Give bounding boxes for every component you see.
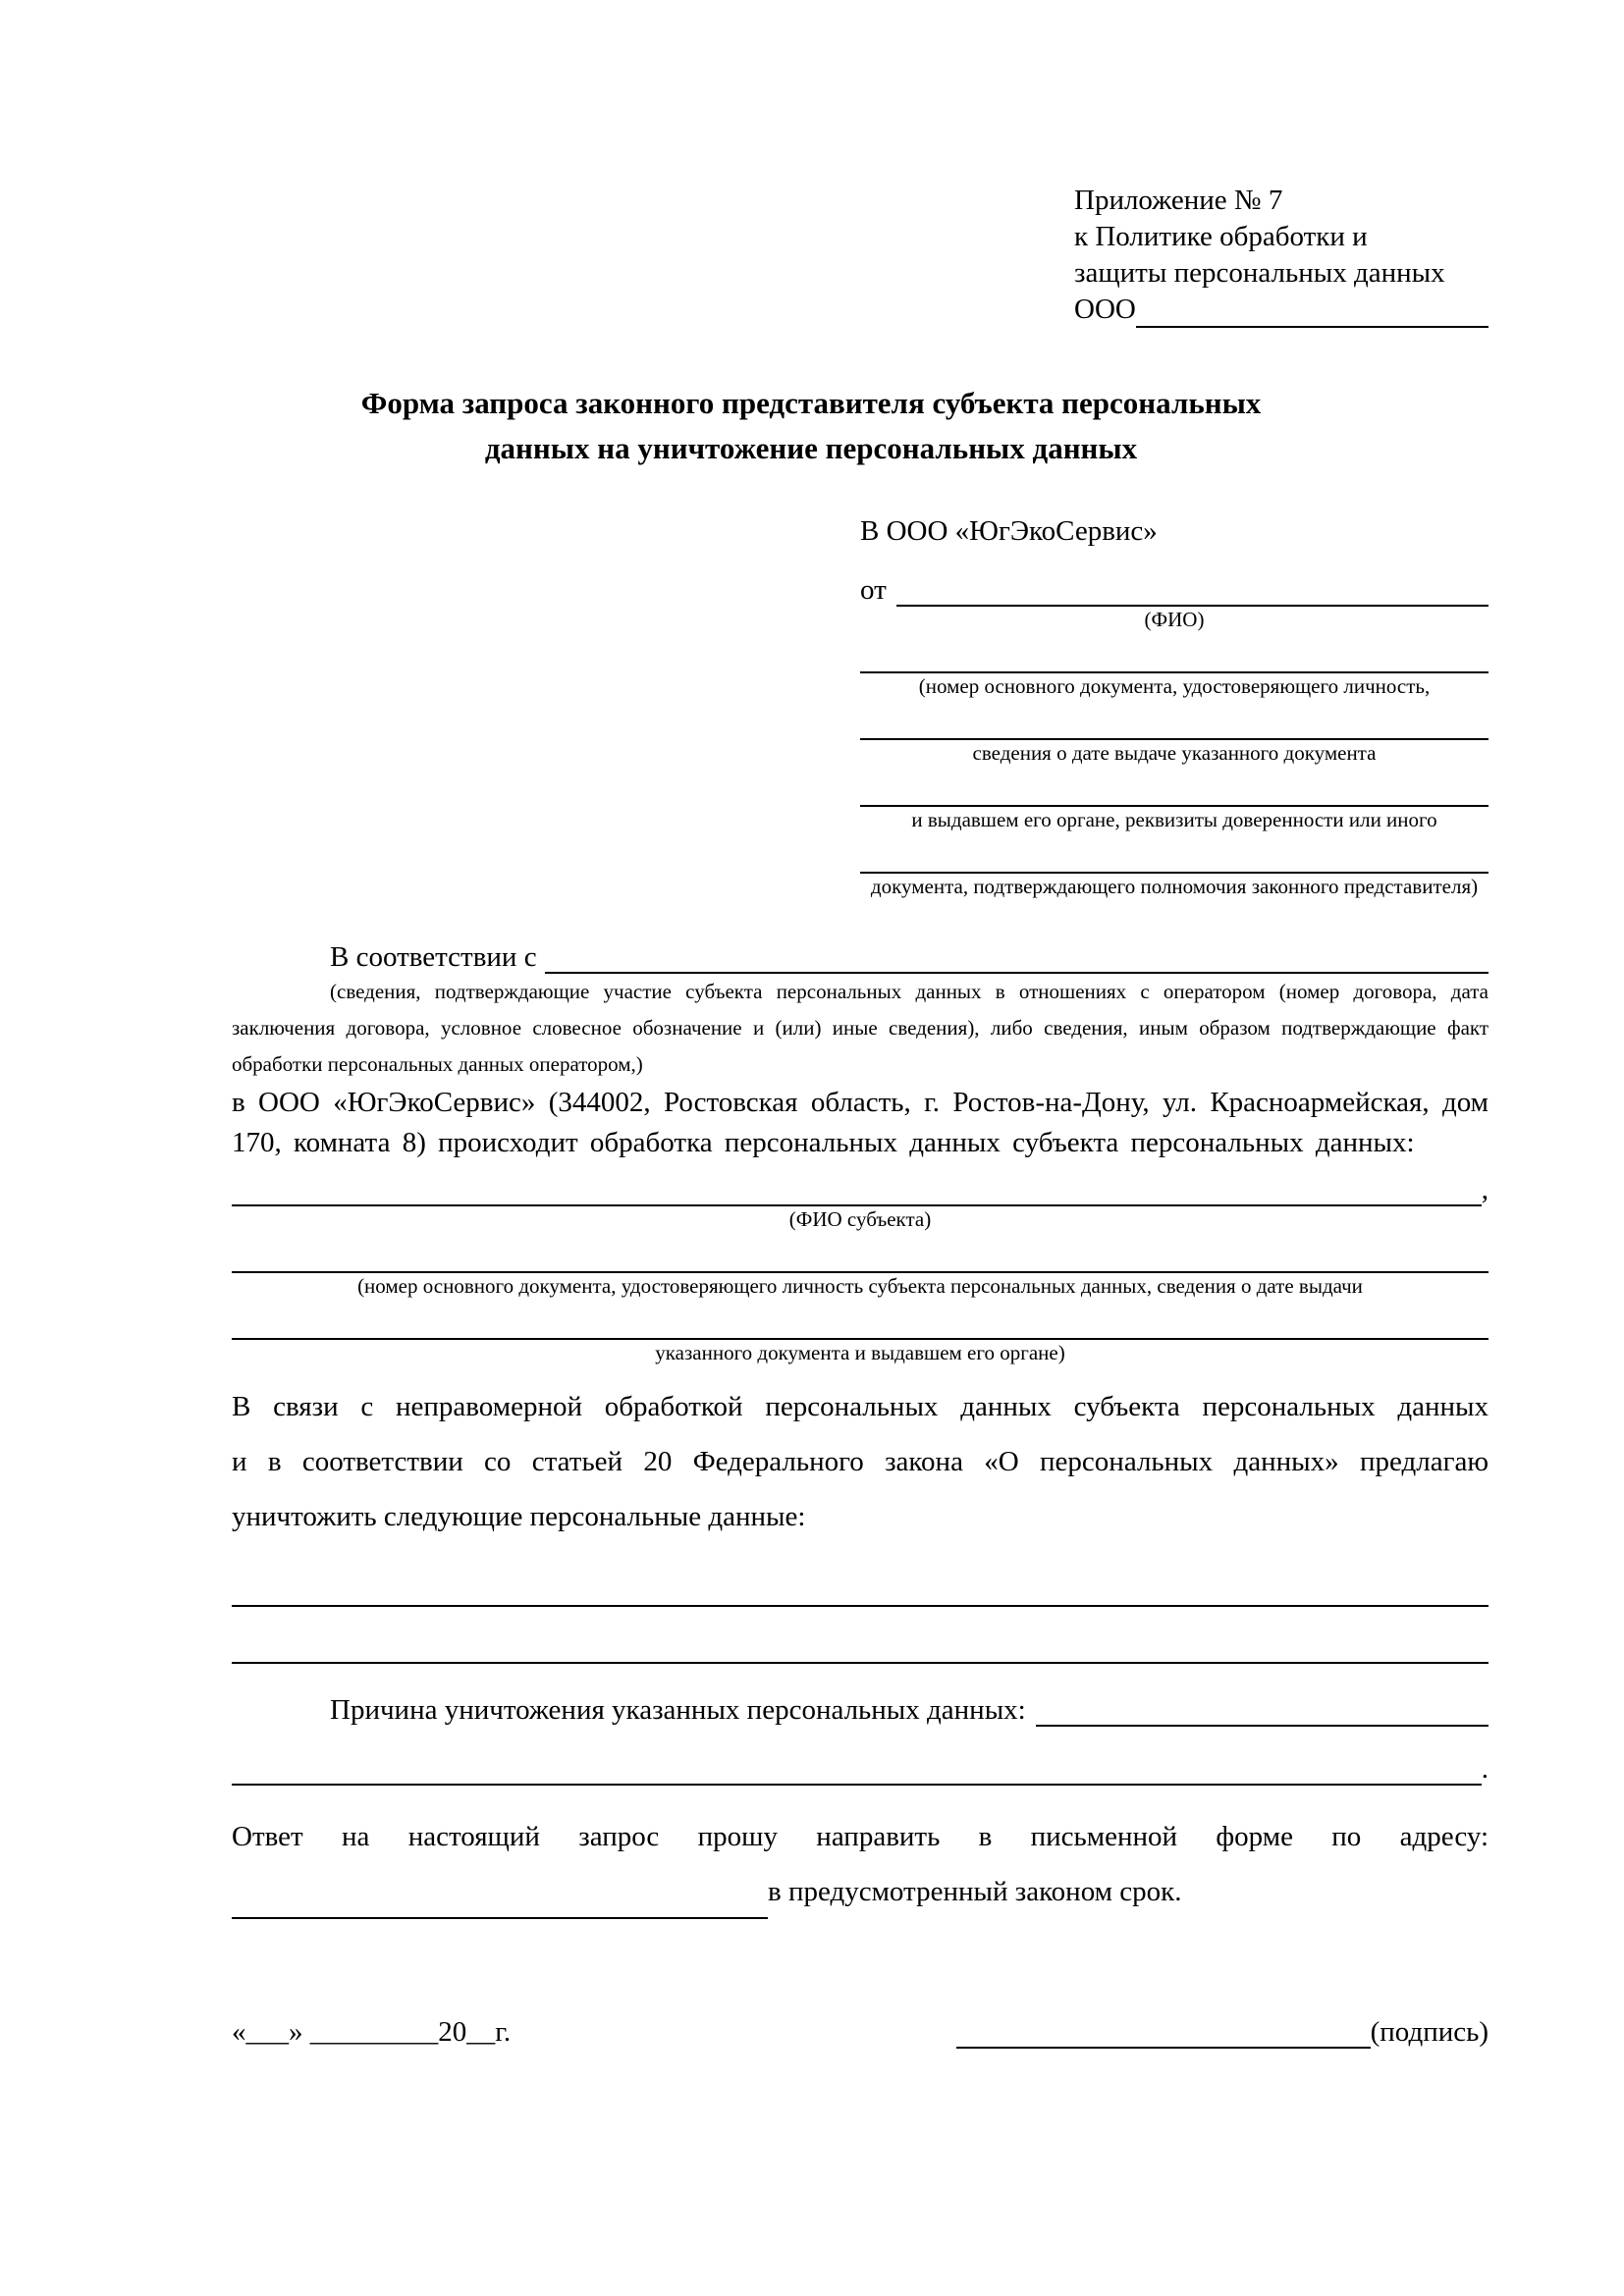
form-title bbox=[232, 381, 1390, 471]
answer-line-1: Ответ на настоящий запрос прошу направить в письменной форме по адресу: bbox=[232, 1821, 1489, 1852]
request-paragraph bbox=[232, 1379, 1489, 1544]
appendix-line-1: Приложение № 7 bbox=[1074, 185, 1283, 216]
answer-line-2-suffix: в предусмотренный законом срок. bbox=[768, 1876, 1182, 1907]
accordance-row bbox=[232, 940, 1489, 974]
appendix-block bbox=[1074, 183, 1489, 328]
signature-blank-line bbox=[956, 2013, 1371, 2049]
accordance-note: (сведения, подтверждающие участие субъекта персональных данных в отношениях с оператором (номер договора, дата заключения договора, условное словесное обозначение и (или) иные сведения), либо сведения, иным образом подтверждающие факт обработки персональных данных оператором,) bbox=[232, 980, 1489, 1076]
personal-data-blanks bbox=[232, 1550, 1489, 1664]
signature-group bbox=[956, 2013, 1489, 2049]
addressee-to-line: В ООО «ЮгЭкоСервис» bbox=[860, 515, 1158, 547]
date-template: «___» _________20__г. bbox=[232, 2016, 512, 2048]
form-title-line-2: данных на уничтожение персональных данных bbox=[484, 431, 1138, 465]
appendix-line-3: защиты персональных данных bbox=[1074, 257, 1445, 289]
representative-doc-caption-3: и выдавшем его органе, реквизиты доверенности или иного bbox=[911, 808, 1437, 831]
appendix-line-2: к Политике обработки и bbox=[1074, 221, 1368, 252]
fio-caption: (ФИО) bbox=[1144, 608, 1205, 631]
accordance-section bbox=[232, 940, 1489, 1163]
reason-row bbox=[232, 1689, 1489, 1727]
subject-fio-caption: (ФИО субъекта) bbox=[788, 1207, 932, 1231]
reason-prefix: Причина уничтожения указанных персональных данных: bbox=[330, 1694, 1026, 1726]
from-row bbox=[860, 573, 1489, 607]
appendix-ooo-blank-line bbox=[1136, 294, 1489, 328]
representative-doc-caption-4: документа, подтверждающего полномочия законного представителя) bbox=[870, 875, 1479, 898]
answer-address-blank-line bbox=[232, 1880, 768, 1919]
representative-doc-blank-line-3 bbox=[860, 766, 1489, 807]
request-line-2: и в соответствии со статьей 20 Федерального закона «О персональных данных» предлагаю bbox=[232, 1446, 1489, 1477]
addressee-block bbox=[860, 512, 1489, 899]
from-prefix: от bbox=[860, 574, 887, 606]
from-blank-line bbox=[896, 573, 1489, 607]
subject-fio-row bbox=[232, 1171, 1489, 1206]
reason-section bbox=[232, 1689, 1489, 1786]
representative-doc-caption-1: (номер основного документа, удостоверяющего личность, bbox=[918, 674, 1431, 698]
representative-doc-blank-line-2 bbox=[860, 699, 1489, 740]
appendix-ooo-prefix: ООО bbox=[1074, 294, 1136, 325]
subject-doc-caption-2: указанного документа и выдавшем его органе) bbox=[655, 1341, 1065, 1364]
document-content bbox=[232, 183, 1489, 2049]
signature-caption: (подпись) bbox=[1370, 2016, 1489, 2048]
reason-blank-line-2 bbox=[232, 1748, 1482, 1786]
reason-blank-line-1 bbox=[1036, 1689, 1489, 1727]
request-line-1: В связи с неправомерной обработкой персональных данных субъекта персональных данных bbox=[232, 1391, 1489, 1422]
representative-doc-blank-line-4 bbox=[860, 832, 1489, 874]
answer-section bbox=[232, 1809, 1489, 1919]
representative-doc-blank-line-1 bbox=[860, 632, 1489, 673]
accordance-prefix: В соответствии с bbox=[330, 941, 537, 973]
personal-data-blank-line-1 bbox=[232, 1550, 1489, 1607]
subject-doc-blank-line-2 bbox=[232, 1299, 1489, 1340]
accordance-blank-line bbox=[545, 940, 1489, 974]
subject-section bbox=[232, 1171, 1489, 1365]
subject-fio-comma: , bbox=[1481, 1174, 1489, 1205]
form-title-line-1: Форма запроса законного представителя субъекта персональных bbox=[360, 386, 1262, 420]
footer-row bbox=[232, 2013, 1489, 2049]
subject-doc-caption-1: (номер основного документа, удостоверяющего личность субъекта персональных данных, сведения о дате выдачи bbox=[357, 1274, 1363, 1298]
reason-period: . bbox=[1481, 1753, 1489, 1785]
operator-paragraph: в ООО «ЮгЭкоСервис» (344002, Ростовская область, г. Ростов-на-Дону, ул. Красноармейская, дом 170, комната 8) происходит обработка персональных данных субъекта персональных данных: bbox=[232, 1087, 1489, 1158]
subject-doc-blank-line-1 bbox=[232, 1232, 1489, 1273]
appendix-ooo-row bbox=[1074, 292, 1489, 328]
reason-continuation-row bbox=[232, 1748, 1489, 1786]
personal-data-blank-line-2 bbox=[232, 1607, 1489, 1664]
subject-fio-blank-line bbox=[232, 1171, 1482, 1206]
representative-doc-caption-2: сведения о дате выдаче указанного документа bbox=[972, 741, 1377, 765]
answer-address-row bbox=[232, 1864, 1489, 1919]
request-line-3: уничтожить следующие персональные данные: bbox=[232, 1501, 806, 1532]
